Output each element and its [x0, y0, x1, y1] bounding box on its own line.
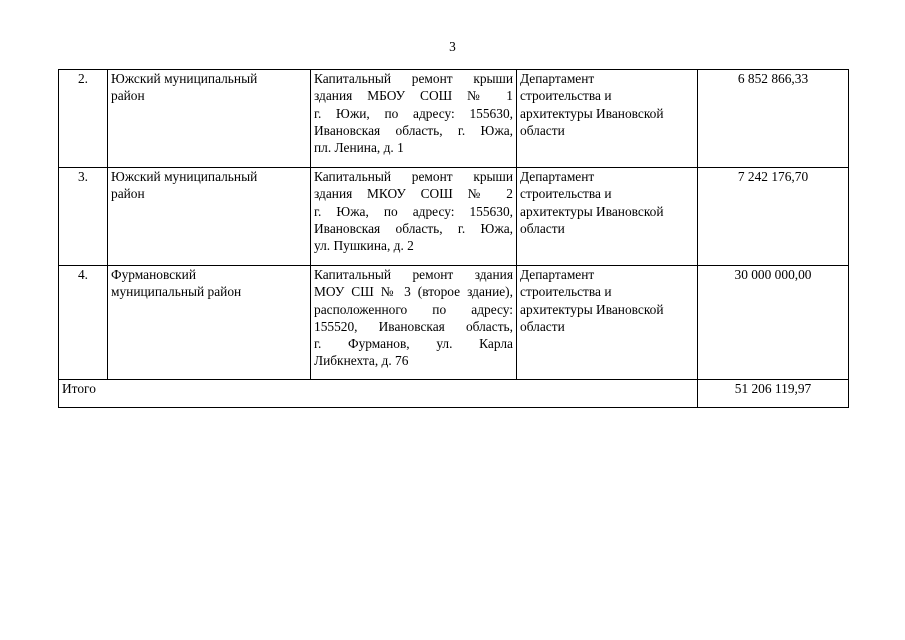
object-line: Капитальный ремонт крыши [314, 71, 513, 86]
object-cell [311, 70, 517, 168]
department-line: строительства и [520, 186, 612, 202]
department-line: области [520, 318, 565, 334]
object-line: здания МКОУ СОШ № 2 [314, 186, 513, 202]
department-line: Департамент [520, 169, 595, 184]
district-cell [108, 70, 311, 168]
object-line: Либкнехта, д. 76 [314, 353, 409, 369]
table-row [59, 266, 849, 380]
department-cell [517, 168, 698, 266]
district-line: район [111, 88, 145, 104]
object-line: г. Южи, по адресу: 155630, [314, 105, 513, 121]
district-line: муниципальный район [111, 284, 242, 300]
total-amount: 51 206 119,97 [698, 380, 849, 408]
district-line: район [111, 186, 145, 202]
department-line: области [520, 220, 565, 236]
district-line: Южский муниципальный [111, 71, 258, 86]
table-row [59, 168, 849, 266]
department-line: строительства и [520, 88, 612, 104]
department-line: архитектуры Ивановской [520, 105, 664, 121]
row-number: 3. [59, 168, 108, 266]
department-line: Департамент [520, 267, 595, 282]
district-line: Южский муниципальный [111, 169, 258, 184]
object-line: г. Фурманов, ул. Карла [314, 336, 513, 352]
object-line: Капитальный ремонт крыши [314, 169, 513, 184]
object-cell [311, 168, 517, 266]
department-line: Департамент [520, 71, 595, 86]
department-cell [517, 266, 698, 380]
total-label: Итого [59, 380, 698, 408]
amount-cell: 6 852 866,33 [698, 70, 849, 168]
object-line: ул. Пушкина, д. 2 [314, 238, 414, 254]
department-line: строительства и [520, 284, 612, 300]
object-line: пл. Ленина, д. 1 [314, 140, 404, 156]
page-number: 3 [449, 39, 456, 54]
object-line: Ивановская область, г. Южа, [314, 220, 513, 236]
object-line: Ивановская область, г. Южа, [314, 122, 513, 138]
object-line: расположенного по адресу: [314, 301, 513, 317]
department-line: архитектуры Ивановской [520, 203, 664, 219]
object-cell [311, 266, 517, 380]
table-row [59, 70, 849, 168]
amount-cell: 30 000 000,00 [698, 266, 849, 380]
object-line: МОУ СШ № 3 (второе здание), [314, 284, 513, 300]
department-line: области [520, 122, 565, 138]
district-line: Фурмановский [111, 267, 196, 282]
district-cell [108, 168, 311, 266]
department-line: архитектуры Ивановской [520, 301, 664, 317]
amount-cell: 7 242 176,70 [698, 168, 849, 266]
department-cell [517, 70, 698, 168]
object-line: здания МБОУ СОШ № 1 [314, 88, 513, 104]
object-line: Капитальный ремонт здания [314, 267, 513, 282]
row-number: 4. [59, 266, 108, 380]
object-line: г. Южа, по адресу: 155630, [314, 203, 513, 219]
row-number: 2. [59, 70, 108, 168]
funding-table [58, 69, 849, 408]
object-line: 155520, Ивановская область, [314, 318, 513, 334]
district-cell [108, 266, 311, 380]
total-row [59, 380, 849, 408]
